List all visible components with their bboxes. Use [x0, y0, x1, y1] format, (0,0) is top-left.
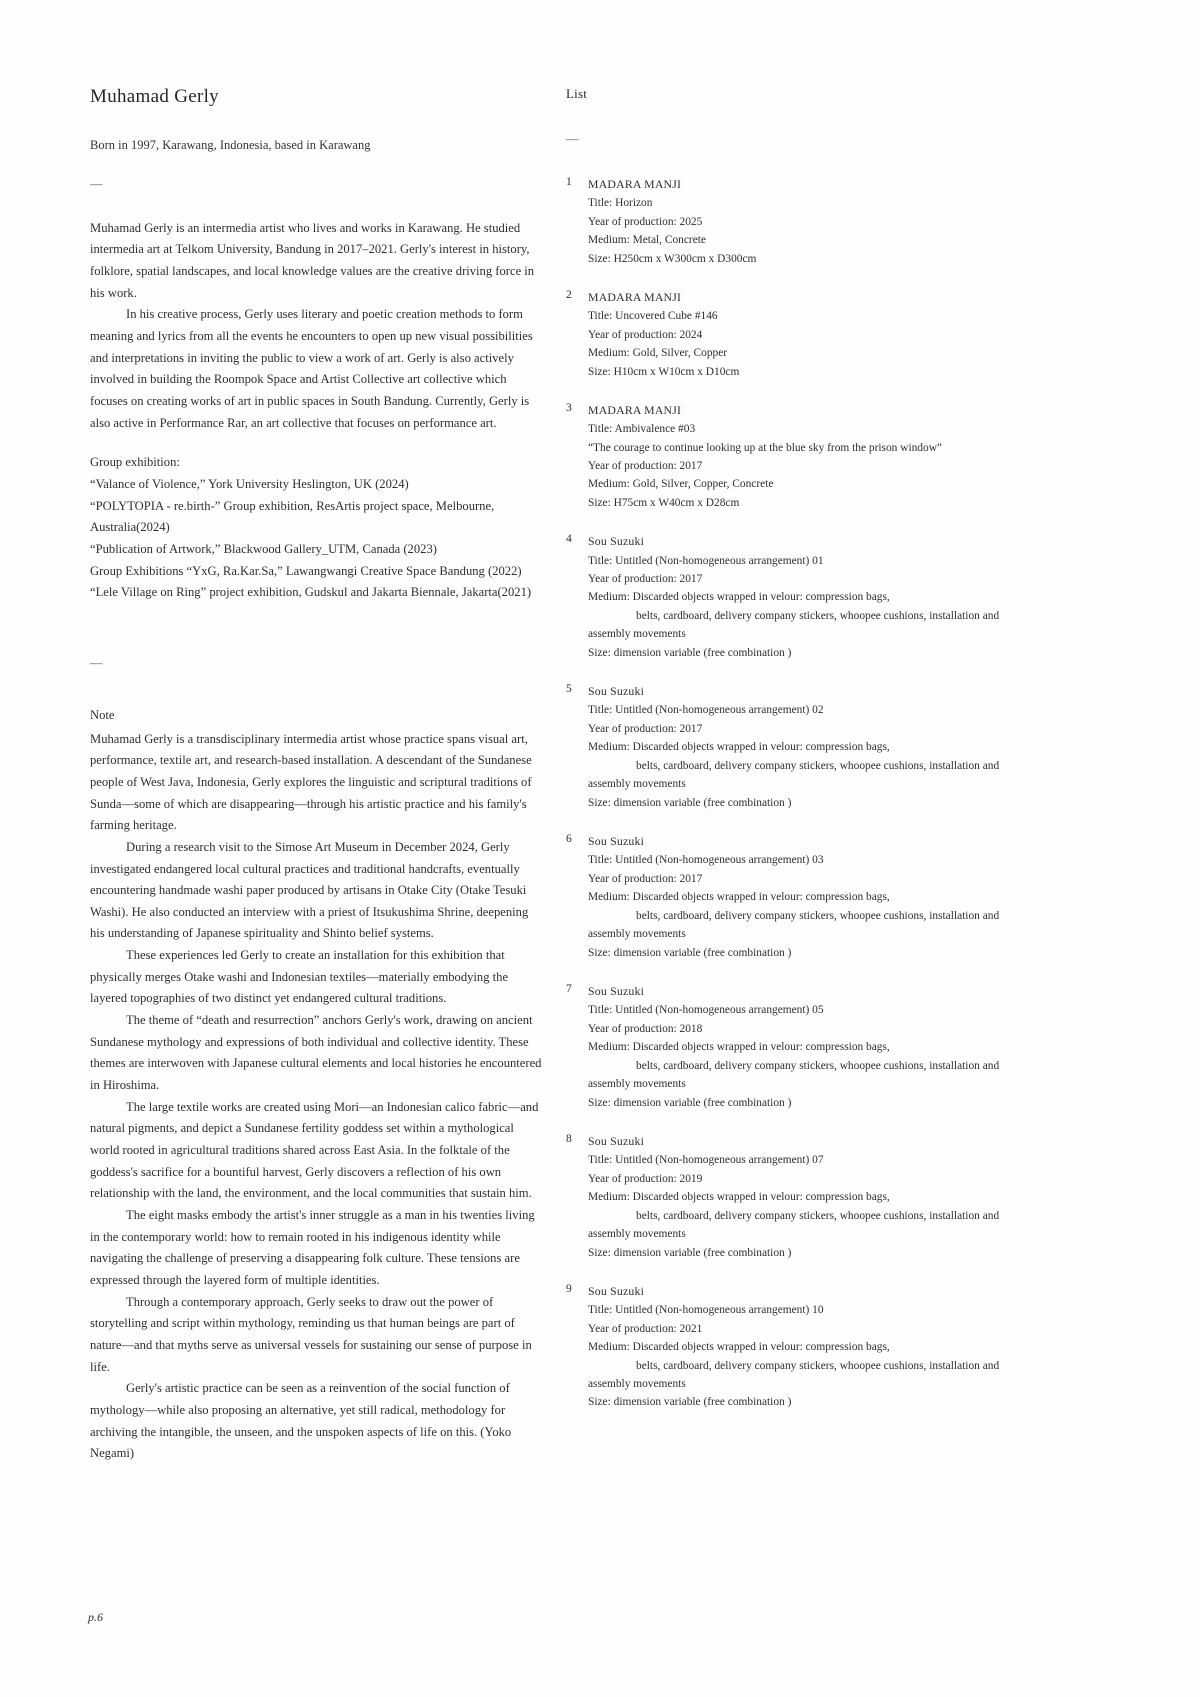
artwork-detail-line: Medium: Discarded objects wrapped in velour: compression bags,	[588, 891, 890, 904]
artwork-entry	[566, 1132, 1036, 1262]
artwork-detail-line: Size: dimension variable (free combination )	[588, 1246, 792, 1259]
artwork-entry	[566, 288, 1036, 381]
artwork-details	[588, 288, 1036, 381]
note-paragraph: The large textile works are created using Mori—an Indonesian calico fabric—and natural pigments, and depict a Sundanese fertility goddess set within a mythological world rooted in agricultural traditions shared across East Asia. In the folktale of the goddess's sacrifice for a bountiful harvest, Gerly discovers a reflection of his own relationship with the land, the environment, and the local communities that sustain him.	[90, 1099, 539, 1201]
artwork-list	[566, 175, 1036, 1412]
artwork-detail-line: Title: Horizon	[588, 197, 653, 210]
note-paragraph: During a research visit to the Simose Art Museum in December 2024, Gerly investigated endangered local cultural practices and traditional handcrafts, eventually encountering handmade washi paper produced by artisans in Otake City (Otake Tesuki Washi). He also conducted an interview with a priest of Itsukushima Shrine, deepening his understanding of Japanese spirituality and Shinto belief systems.	[90, 839, 529, 941]
artwork-detail-line: Title: Untitled (Non-homogeneous arrangement) 05	[588, 1004, 824, 1017]
artwork-detail-line: Year of production: 2025	[588, 215, 703, 228]
artwork-detail-line: belts, cardboard, delivery company stickers, whoopee cushions, installation and	[636, 759, 1000, 772]
artwork-detail-line: Year of production: 2017	[588, 460, 703, 473]
artwork-number: 4	[566, 532, 572, 546]
artwork-detail-line: Size: H75cm x W40cm x D28cm	[588, 496, 740, 509]
artwork-details	[588, 175, 1036, 268]
list-heading: List	[566, 86, 588, 101]
artwork-detail-line: assembly movements	[588, 778, 686, 791]
artwork-detail-line: assembly movements	[588, 928, 686, 941]
artwork-entry	[566, 175, 1036, 268]
note-paragraph: The eight masks embody the artist's inner struggle as a man in his twenties living in the contemporary world: how to remain rooted in his indigenous identity while navigating the challenge of preserving a disappearing folk culture. These tensions are expressed through the layered form of multiple identities.	[90, 1208, 535, 1287]
artwork-detail-line: belts, cardboard, delivery company stickers, whoopee cushions, installation and	[636, 1209, 1000, 1222]
note-paragraph: Muhamad Gerly is a transdisciplinary intermedia artist whose practice spans visual art, performance, textile art, and research-based installation. A descendant of the Sundanese people of West Java, Indonesia, Gerly explores the linguistic and scriptural traditions of Sunda—some of which are disappearing—through his artistic practice and his family's farming heritage.	[90, 731, 532, 833]
page-title: Muhamad Gerly	[90, 86, 219, 107]
bio-paragraph: In his creative process, Gerly uses literary and poetic creation methods to form meaning and lyrics from all the events he encounters to open up new visual possibilities and interpretations in inviting the public to view a work of art. Gerly is also actively involved in building the Roompok Space and Artist Collective art collective which focuses on creating works of art in public spaces in South Bandung. Currently, Gerly is also active in Performance Rar, an art collective that focuses on performance art.	[90, 307, 533, 430]
artwork-artist: Sou Suzuki	[588, 684, 645, 699]
artwork-entry	[566, 682, 1036, 812]
artwork-entry	[566, 832, 1036, 962]
artwork-detail-line: Size: dimension variable (free combination )	[588, 646, 792, 659]
note-heading: Note	[90, 707, 115, 722]
artwork-detail-line: assembly movements	[588, 1078, 686, 1091]
artwork-entry	[566, 401, 1036, 512]
artwork-detail-line: belts, cardboard, delivery company stickers, whoopee cushions, installation and	[636, 1359, 1000, 1372]
artwork-detail-line: Year of production: 2019	[588, 1172, 703, 1185]
artwork-artist: Sou Suzuki	[588, 1134, 645, 1149]
artwork-detail-line: Medium: Discarded objects wrapped in velour: compression bags,	[588, 1341, 890, 1354]
artwork-detail-line: Year of production: 2024	[588, 328, 703, 341]
artwork-entry	[566, 1282, 1036, 1412]
artwork-entry	[566, 982, 1036, 1112]
artwork-detail-line: assembly movements	[588, 628, 686, 641]
artwork-number: 6	[566, 832, 572, 846]
artwork-number: 8	[566, 1132, 572, 1146]
artwork-detail-line: Year of production: 2017	[588, 573, 703, 585]
divider-dash-top: —	[90, 176, 103, 191]
artwork-detail-line: assembly movements	[588, 1228, 686, 1241]
artwork-detail-line: Title: Untitled (Non-homogeneous arrangement) 07	[588, 1154, 824, 1167]
divider-dash-list: —	[566, 132, 579, 146]
artwork-detail-line: Medium: Gold, Silver, Copper, Concrete	[588, 478, 774, 491]
artwork-artist: Sou Suzuki	[588, 1284, 645, 1299]
artwork-number: 5	[566, 682, 572, 696]
artwork-detail-line: Size: dimension variable (free combination )	[588, 1096, 792, 1109]
artwork-detail-line: Medium: Discarded objects wrapped in velour: compression bags,	[588, 1191, 890, 1204]
artwork-entry	[566, 532, 1036, 662]
artwork-detail-line: Size: H250cm x W300cm x D300cm	[588, 252, 757, 265]
left-column	[90, 86, 545, 1465]
artwork-detail-line: “The courage to continue looking up at the blue sky from the prison window”	[588, 441, 942, 454]
artwork-details	[588, 982, 1036, 1112]
artwork-detail-line: Medium: Discarded objects wrapped in velour: compression bags,	[588, 741, 890, 754]
artwork-detail-line: Medium: Metal, Concrete	[588, 234, 706, 247]
note-paragraph: Through a contemporary approach, Gerly seeks to draw out the power of storytelling and script within mythology, reminding us that human beings are part of nature—and that myths serve as universal vessels for sustaining our sense of purpose in life.	[90, 1294, 532, 1374]
artwork-detail-line: Year of production: 2017	[588, 722, 703, 735]
artwork-detail-line: Medium: Gold, Silver, Copper	[588, 347, 728, 360]
artwork-detail-line: Size: dimension variable (free combination )	[588, 796, 792, 809]
artwork-detail-line: belts, cardboard, delivery company stickers, whoopee cushions, installation and	[636, 1059, 1000, 1072]
artwork-detail-line: assembly movements	[588, 1378, 686, 1391]
artwork-details	[588, 532, 1036, 662]
list-item: Group Exhibitions “YxG, Ra.Kar.Sa,” Lawangwangi Creative Space Bandung (2022)	[90, 563, 522, 578]
artwork-detail-line: Title: Untitled (Non-homogeneous arrangement) 01	[588, 554, 824, 567]
group-exhibition-label: Group exhibition:	[90, 455, 180, 470]
artwork-detail-line: Title: Untitled (Non-homogeneous arrangement) 02	[588, 704, 824, 717]
page-number: p.6	[88, 1610, 103, 1624]
artwork-detail-line: Medium: Discarded objects wrapped in velour: compression bags,	[588, 591, 890, 604]
artwork-detail-line: Size: dimension variable (free combination )	[588, 1396, 792, 1409]
artwork-number: 3	[566, 400, 572, 414]
divider-dash-middle: —	[90, 655, 103, 670]
artwork-detail-line: Size: H10cm x W10cm x D10cm	[588, 365, 740, 378]
artwork-details	[588, 1282, 1036, 1412]
note-paragraph: Gerly's artistic practice can be seen as a reinvention of the social function of mythology—while also proposing an alternative, yet still radical, methodology for archiving the intangible, the unseen, and the unspoken aspects of life on this. (Yoko Negami)	[90, 1381, 512, 1461]
artwork-detail-line: belts, cardboard, delivery company stickers, whoopee cushions, installation and	[636, 609, 1000, 622]
artwork-artist: MADARA MANJI	[588, 289, 682, 304]
artwork-artist: Sou Suzuki	[588, 984, 645, 999]
group-exhibition-list	[90, 474, 545, 604]
artwork-artist: Sou Suzuki	[588, 834, 645, 849]
artist-birth-line: Born in 1997, Karawang, Indonesia, based in Karawang	[90, 138, 371, 152]
artwork-detail-line: Year of production: 2021	[588, 1322, 703, 1335]
artist-biography	[90, 218, 545, 435]
right-column	[566, 86, 1036, 1432]
artwork-number: 1	[566, 175, 572, 188]
artwork-details	[588, 682, 1036, 812]
note-body	[90, 729, 545, 1465]
list-item: “Valance of Violence,” York University Heslington, UK (2024)	[90, 476, 409, 491]
artwork-artist: MADARA MANJI	[588, 177, 682, 191]
artwork-detail-line: belts, cardboard, delivery company stickers, whoopee cushions, installation and	[636, 909, 1000, 922]
note-paragraph: The theme of “death and resurrection” anchors Gerly's work, drawing on ancient Sundanese mythology and expressions of both individual and collective identity. These themes are interwoven with Japanese cultural elements and local histories he encountered in Hiroshima.	[90, 1013, 542, 1093]
list-item: “POLYTOPIA - re.birth-” Group exhibition, ResArtis project space, Melbourne, Australia(2024)	[90, 498, 495, 535]
bio-paragraph: Muhamad Gerly is an intermedia artist who lives and works in Karawang. He studied intermedia art at Telkom University, Bandung in 2017–2021. Gerly's interest in history, folklore, spatial landscapes, and local knowledge values are the creative driving force in his work.	[90, 220, 535, 300]
artwork-detail-line: Title: Uncovered Cube #146	[588, 310, 718, 323]
artwork-detail-line: Year of production: 2017	[588, 872, 703, 885]
artwork-detail-line: Title: Untitled (Non-homogeneous arrangement) 03	[588, 854, 824, 867]
artwork-detail-line: Year of production: 2018	[588, 1022, 703, 1035]
artwork-number: 7	[566, 982, 572, 996]
artwork-details	[588, 1132, 1036, 1262]
list-item: “Publication of Artwork,” Blackwood Gallery_UTM, Canada (2023)	[90, 541, 437, 556]
artwork-details	[588, 832, 1036, 962]
note-paragraph: These experiences led Gerly to create an installation for this exhibition that physically merges Otake washi and Indonesian textiles—materially embodying the layered topographies of two distinct yet endangered cultural traditions.	[90, 948, 509, 1006]
artwork-number: 9	[566, 1282, 572, 1296]
artwork-artist: MADARA MANJI	[588, 402, 682, 417]
list-item: “Lele Village on Ring” project exhibition, Gudskul and Jakarta Biennale, Jakarta(2021)	[90, 585, 532, 600]
artwork-number: 2	[566, 287, 572, 301]
artwork-detail-line: Size: dimension variable (free combination )	[588, 946, 792, 959]
artwork-detail-line: Medium: Discarded objects wrapped in velour: compression bags,	[588, 1041, 890, 1054]
artwork-detail-line: Title: Untitled (Non-homogeneous arrangement) 10	[588, 1304, 824, 1317]
artwork-artist: Sou Suzuki	[588, 534, 645, 549]
artwork-details	[588, 401, 1036, 512]
artwork-detail-line: Title: Ambivalence #03	[588, 423, 696, 436]
